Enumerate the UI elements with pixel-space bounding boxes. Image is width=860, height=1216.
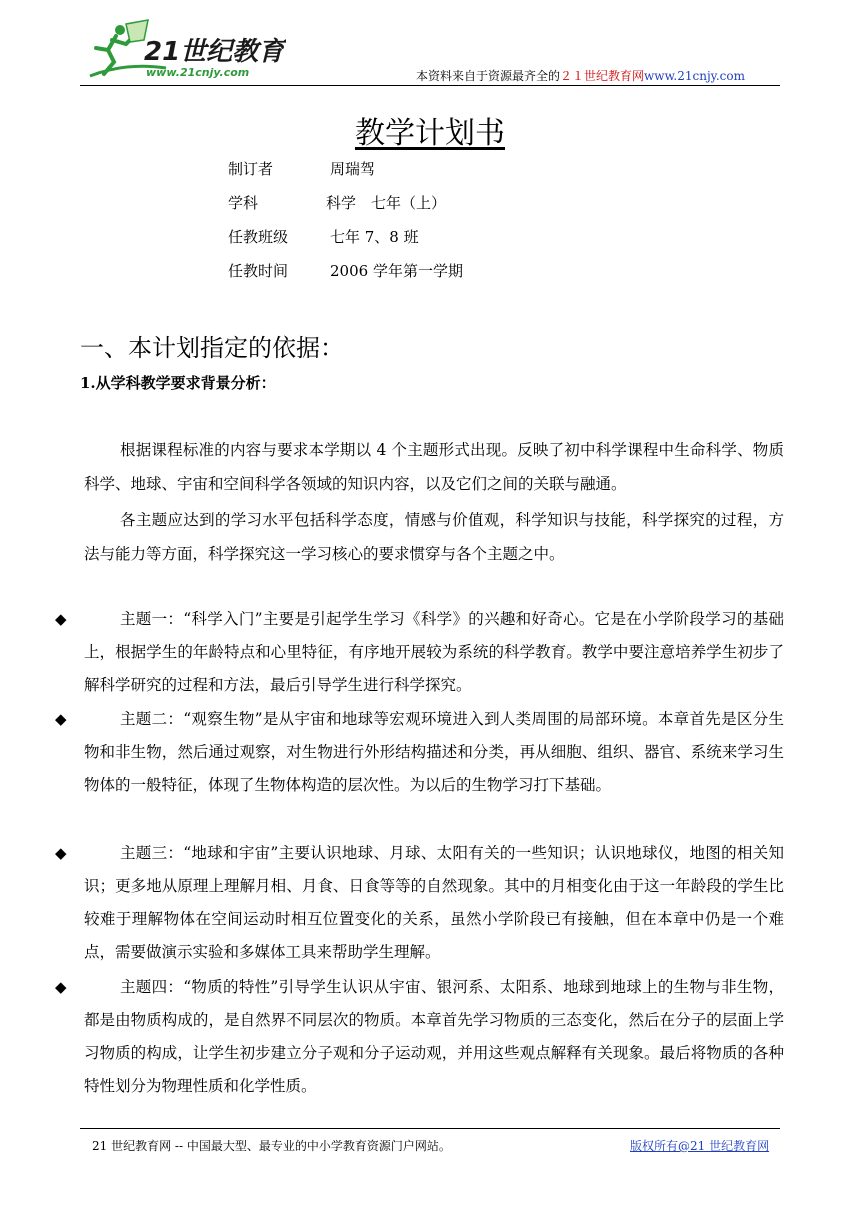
bullet-diamond-icon: ◆ — [55, 978, 67, 996]
section-heading: 一、本计划指定的依据： — [80, 334, 344, 362]
bullet-diamond-icon: ◆ — [55, 610, 67, 628]
logo-url-text: www.21cnjy.com — [146, 66, 250, 79]
topic-paragraph: 主题一：“科学入门”主要是引起学生学习《科学》的兴趣和好奇心。它是在小学阶段学习的基础上，根据学生的年龄特点和心里特征，有序地开展较为系统的科学教育。教学中要注意培养学生初步了解科学研究的过程和方法，最后引导学生进行科学探究。 — [84, 610, 784, 694]
footer-divider — [80, 1128, 780, 1129]
info-label: 任教班级 — [228, 228, 289, 246]
footer-copyright-link[interactable]: 版权所有@21 世纪教育网 — [630, 1139, 770, 1153]
topic-paragraph: 主题三：“地球和宇宙”主要认识地球、月球、太阳有关的一些知识；认识地球仪，地图的相关知识；更多地从原理上理解月相、月食、日食等等的自然现象。其中的月相变化由于这一年龄段的学生比较难于理解物体在空间运动时相互位置变化的关系，虽然小学阶段已有接触，但在本章中仍是一个难点，需要做演示实验和多媒体工具来帮助学生理解。 — [84, 844, 784, 961]
logo-text: 21世纪教育 — [144, 37, 285, 67]
topic-paragraph: 主题四：“物质的特性”引导学生认识从宇宙、银河系、太阳系、地球到地球上的生物与非生物，都是由物质构成的，是自然界不同层次的物质。本章首先学习物质的三态变化，然后在分子的层面上学习物质的构成，让学生初步建立分子观和分子运动观，并用这些观点解释有关现象。最后将物质的各种特性划分为物理性质和化学性质。 — [84, 978, 784, 1095]
footer-text: 21 世纪教育网 -- 中国最大型、最专业的中小学教育资源门户网站。 — [92, 1139, 451, 1153]
header-note — [416, 67, 745, 84]
paragraph: 各主题应达到的学习水平包括科学态度，情感与价值观，科学知识与技能，科学探究的过程，方法与能力等方面，科学探究这一学习核心的要求惯穿与各个主题之中。 — [84, 511, 784, 563]
info-label: 任教时间 — [228, 262, 289, 280]
sub-heading: 1.从学科教学要求背景分析： — [80, 374, 276, 392]
document-title: 教学计划书 — [355, 116, 505, 151]
header-note-prefix: 本资料来自于资源最齐全的 — [416, 69, 561, 83]
paragraph: 根据课程标准的内容与要求本学期以 4 个主题形式出现。反映了初中科学课程中生命科学、物质科学、地球、宇宙和空间科学各领域的知识内容，以及它们之间的关联与融通。 — [84, 441, 784, 493]
info-value: 七年 7、8 班 — [330, 228, 419, 246]
info-label: 制订者 — [228, 160, 274, 178]
header-divider — [80, 85, 780, 86]
site-logo — [86, 18, 286, 84]
info-value: 2006 学年第一学期 — [330, 262, 463, 280]
header-note-highlight: ２１世纪教育网 — [560, 69, 645, 83]
bullet-diamond-icon: ◆ — [55, 844, 67, 862]
bullet-diamond-icon: ◆ — [55, 710, 67, 728]
info-value: 周瑞驾 — [330, 160, 376, 178]
info-label: 学科 — [228, 194, 259, 212]
header-note-url[interactable]: www.21cnjy.com — [644, 69, 745, 83]
topic-paragraph: 主题二：“观察生物”是从宇宙和地球等宏观环境进入到人类周围的局部环境。本章首先是区分生物和非生物，然后通过观察，对生物进行外形结构描述和分类，再从细胞、组织、器官、系统来学习生物体的一般特征，体现了生物体构造的层次性。为以后的生物学习打下基础。 — [84, 710, 784, 794]
info-value: 科学 七年（上） — [326, 194, 447, 212]
